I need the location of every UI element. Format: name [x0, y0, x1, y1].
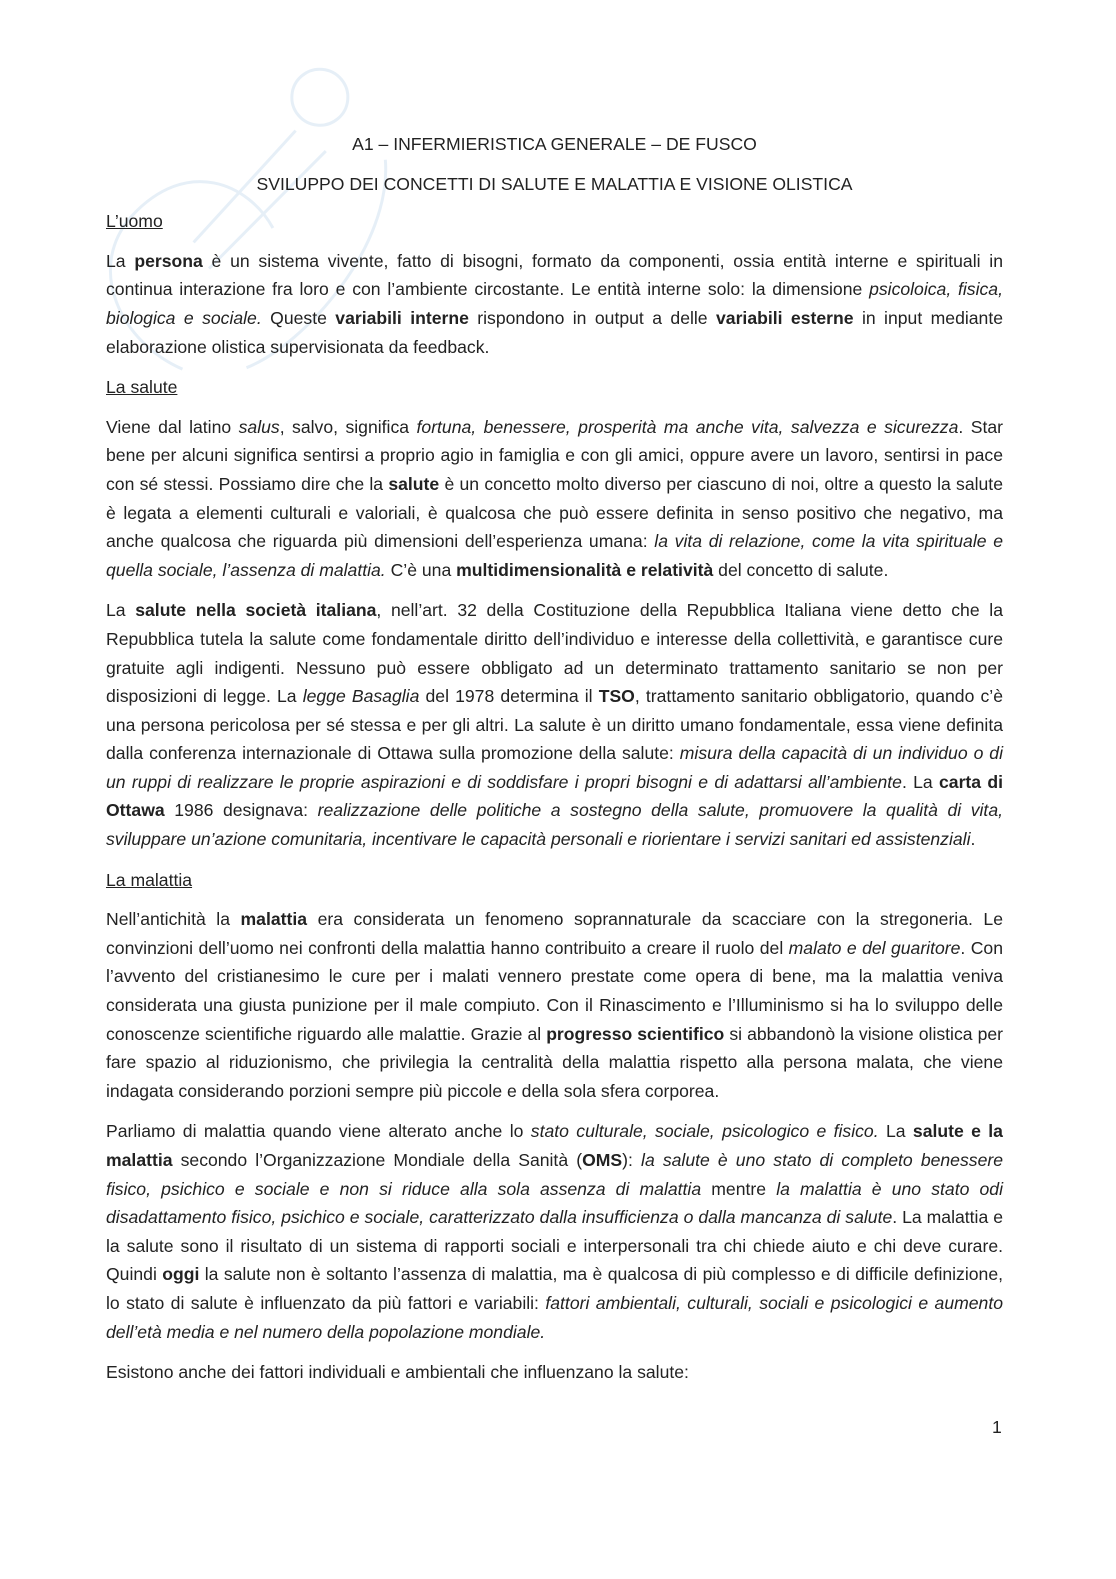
document-subtitle: SVILUPPO DEI CONCETTI DI SALUTE E MALATTIA E VISIONE OLISTICA — [256, 173, 853, 194]
section-heading-uomo: L’uomo — [106, 211, 163, 232]
document-page — [106, 130, 1003, 1399]
section-heading-malattia: La malattia — [106, 869, 193, 890]
paragraph-salute-2: La salute nella società italiana, nell’art. 32 della Costituzione della Repubblica Italiana viene detto che la Repubblica tutela la salute come fondamentale diritto dell’individuo e interesse della collettività, e garantisce cure gratuite agli indigenti. Nessuno può essere obbligato ad un determinato trattamento sanitario se non per disposizioni di legge. La legge Basaglia del 1978 determina il TSO, trattamento sanitario obbligatorio, quando c’è una persona pericolosa per sé stessa e per gli altri. La salute è un diritto umano fondamentale, essa viene definita dalla conferenza internazionale di Ottawa sulla promozione della salute: misura della capacità di un individuo o di un ruppi di realizzare le proprie aspirazioni e di soddisfare i propri bisogni e di adattarsi all’ambiente. La carta di Ottawa 1986 designava: realizzazione delle politiche a sostegno della salute, promuovere la qualità di vita, sviluppare un’azione comunitaria, incentivare le capacità personali e riorientare i servizi sanitari ed assistenziali. — [106, 600, 1003, 850]
paragraph-malattia-1: Nell’antichità la malattia era considerata un fenomeno soprannaturale da scacciare con la stregoneria. Le convinzioni dell’uomo nei confronti della malattia hanno contribuito a creare il ruolo del malato e del guaritore. Con l’avvento del cristianesimo le cure per i malati vennero prestate come opera di bene, ma la malattia veniva considerata una giusta punizione per il male compiuto. Con il Rinascimento e l’Illuminismo si ha lo sviluppo delle conoscenze scientifiche riguardo alle malattie. Grazie al progresso scientifico si abbandonò la visione olistica per fare spazio al riduzionismo, che privilegia la centralità della malattia rispetto alla persona malata, che viene indagata considerando porzioni sempre più piccole e della sola sfera corporea. — [106, 909, 1004, 1101]
paragraph-salute-1: Viene dal latino salus, salvo, significa fortuna, benessere, prosperità ma anche vita, salvezza e sicurezza. Star bene per alcuni significa sentirsi a proprio agio in famiglia e con gli amici, oppure avere un lavoro, sentirsi in pace con sé stessi. Possiamo dire che la salute è un concetto molto diverso per ciascuno di noi, oltre a questo la salute è legata a elementi culturali e valoriali, è qualcosa che può essere definita in senso positivo che negativo, ma anche qualcosa che riguarda più dimensioni dell’esperienza umana: la vita di relazione, come la vita spirituale e quella sociale, l’assenza di malattia. C’è una multidimensionalità e relatività del concetto di salute. — [106, 416, 1003, 580]
paragraph-malattia-2: Parliamo di malattia quando viene alterato anche lo stato culturale, sociale, psicologico e fisico. La salute e la malattia secondo l’Organizzazione Mondiale della Sanità (OMS): la salute è uno stato di completo benessere fisico, psichico e sociale e non si riduce alla sola assenza di malattia mentre la malattia è uno stato odi disadattamento fisico, psichico e sociale, caratterizzato dalla insufficienza o dalla mancanza di salute. La malattia e la salute sono il risultato di un sistema di rapporti sociali e interpersonali tra chi chiede aiuto e chi deve curare. Quindi oggi la salute non è soltanto l’assenza di malattia, ma è qualcosa di più complesso e di difficile definizione, lo stato di salute è influenzato da più fattori e variabili: fattori ambientali, culturali, sociali e psicologici e aumento dell’età media e nel numero della popolazione mondiale. — [106, 1121, 1004, 1342]
section-heading-salute: La salute — [106, 377, 178, 398]
page-number: 1 — [992, 1417, 1002, 1437]
document-title: A1 – INFERMIERISTICA GENERALE – DE FUSCO — [352, 134, 757, 154]
paragraph-uomo: La persona è un sistema vivente, fatto di bisogni, formato da componenti, ossia entità interne e spirituali in continua interazione fra loro e con l’ambiente circostante. Le entità interne solo: la dimensione psicoloica, fisica, biologica e sociale. Queste variabili interne rispondono in output a delle variabili esterne in input mediante elaborazione olistica supervisionata da feedback. — [106, 250, 1004, 357]
paragraph-malattia-3: Esistono anche dei fattori individuali e ambientali che influenzano la salute: — [106, 1362, 689, 1383]
